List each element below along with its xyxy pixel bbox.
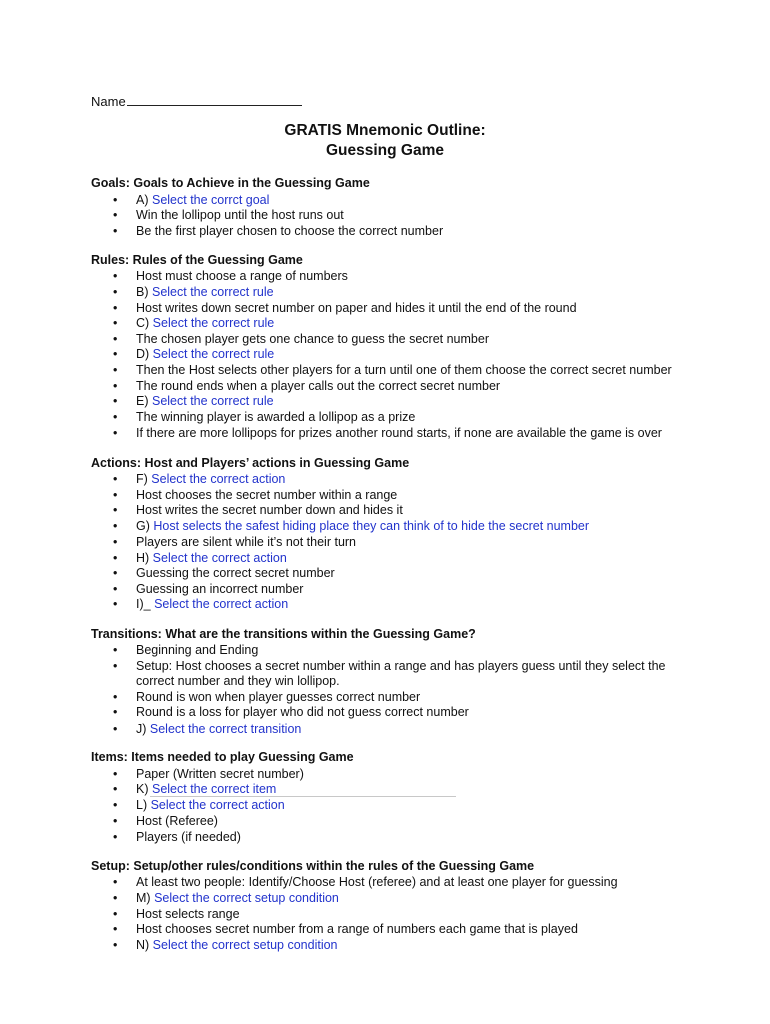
- select-dropdown[interactable]: Select the correct action: [154, 597, 289, 611]
- item-text: Be the first player chosen to choose the correct number: [136, 224, 444, 238]
- bullet-icon: •: [113, 208, 118, 222]
- section-heading: Goals: Goals to Achieve in the Guessing Game: [91, 176, 370, 190]
- section-heading: Transitions: What are the transitions within the Guessing Game?: [91, 627, 476, 641]
- select-dropdown[interactable]: Select the correct rule: [152, 316, 275, 330]
- item-text: Round is a loss for player who did not guess correct number: [136, 705, 469, 719]
- item-text: Host (Referee): [136, 814, 218, 828]
- item-letter: A): [136, 193, 152, 207]
- item-text: Paper (Written secret number): [136, 767, 304, 781]
- bullet-icon: •: [113, 659, 118, 673]
- document-subtitle: Guessing Game: [325, 142, 444, 159]
- select-dropdown[interactable]: Select the corrct goal: [151, 193, 270, 207]
- item-text: The winning player is awarded a lollipop as a prize: [136, 410, 416, 424]
- item-text: Host chooses secret number from a range of numbers each game that is played: [136, 922, 578, 936]
- bullet-icon: •: [113, 332, 118, 346]
- item-letter: G): [136, 519, 154, 533]
- bullet-icon: •: [113, 301, 118, 315]
- bullet-icon: •: [113, 394, 118, 408]
- select-dropdown[interactable]: Select the correct item: [151, 782, 277, 796]
- bullet-icon: •: [113, 410, 118, 424]
- select-dropdown[interactable]: Select the correct setup condition: [152, 938, 338, 952]
- item-text: Host writes down secret number on paper and hides it until the end of the round: [136, 301, 577, 315]
- item-text: Setup: Host chooses a secret number within a range and has players guess until they select the correct number and they win lollipop.: [136, 659, 666, 688]
- item-letter: I)_: [136, 597, 155, 611]
- select-dropdown[interactable]: Select the correct rule: [151, 285, 274, 299]
- bullet-icon: •: [113, 503, 118, 517]
- bullet-icon: •: [113, 767, 118, 781]
- select-dropdown[interactable]: Select the correct rule: [152, 347, 275, 361]
- item-text: Guessing an incorrect number: [136, 582, 304, 596]
- field-underline: [150, 796, 456, 797]
- item-letter: M): [136, 891, 155, 905]
- select-dropdown[interactable]: Select the correct action: [151, 472, 286, 486]
- item-text: Host writes the secret number down and hides it: [136, 503, 403, 517]
- item-text: Guessing the correct secret number: [136, 566, 335, 580]
- item-letter: F): [136, 472, 152, 486]
- bullet-icon: •: [113, 566, 118, 580]
- select-dropdown[interactable]: Select the correct transition: [149, 722, 302, 736]
- item-text: Host must choose a range of numbers: [136, 269, 348, 283]
- name-blank[interactable]: [127, 92, 302, 106]
- item-letter: L): [136, 798, 151, 812]
- item-text: Win the lollipop until the host runs out: [136, 208, 344, 222]
- bullet-icon: •: [113, 379, 118, 393]
- select-dropdown[interactable]: Select the correct setup condition: [154, 891, 339, 905]
- bullet-icon: •: [113, 891, 118, 905]
- item-text: The round ends when a player calls out the correct secret number: [136, 379, 501, 393]
- select-dropdown[interactable]: Select the correct rule: [151, 394, 274, 408]
- select-dropdown[interactable]: Select the correct action: [152, 551, 287, 565]
- item-text: If there are more lollipops for prizes another round starts, if none are available the game is over: [136, 426, 662, 440]
- bullet-icon: •: [113, 316, 118, 330]
- item-letter: K): [136, 782, 152, 796]
- bullet-icon: •: [113, 193, 118, 207]
- item-text: Players are silent while it’s not their turn: [136, 535, 357, 549]
- bullet-icon: •: [113, 551, 118, 565]
- bullet-icon: •: [113, 875, 118, 889]
- item-text: Round is won when player guesses correct number: [136, 690, 421, 704]
- bullet-icon: •: [113, 782, 118, 796]
- section-heading: Setup: Setup/other rules/conditions within the rules of the Guessing Game: [91, 859, 535, 873]
- name-label: Name: [91, 94, 126, 109]
- select-dropdown[interactable]: Host selects the safest hiding place they can think of to hide the secret number: [153, 519, 590, 533]
- bullet-icon: •: [113, 224, 118, 238]
- item-text: Host selects range: [136, 907, 240, 921]
- item-text: Beginning and Ending: [136, 643, 259, 657]
- bullet-icon: •: [113, 722, 118, 736]
- bullet-icon: •: [113, 582, 118, 596]
- bullet-icon: •: [113, 643, 118, 657]
- bullet-icon: •: [113, 519, 118, 533]
- bullet-icon: •: [113, 922, 118, 936]
- document-title: GRATIS Mnemonic Outline:: [284, 122, 486, 139]
- item-text: At least two people: Identify/Choose Host (referee) and at least one player for guessing: [136, 875, 618, 889]
- bullet-icon: •: [113, 798, 118, 812]
- item-letter: E): [136, 394, 152, 408]
- bullet-icon: •: [113, 830, 118, 844]
- select-dropdown[interactable]: Select the correct action: [150, 798, 285, 812]
- item-letter: J): [136, 722, 150, 736]
- bullet-icon: •: [113, 907, 118, 921]
- item-text: Host chooses the secret number within a range: [136, 488, 398, 502]
- item-letter: C): [136, 316, 153, 330]
- bullet-icon: •: [113, 488, 118, 502]
- item-letter: B): [136, 285, 152, 299]
- item-text: The chosen player gets one chance to guess the secret number: [136, 332, 489, 346]
- item-letter: N): [136, 938, 153, 952]
- section-heading: Rules: Rules of the Guessing Game: [91, 253, 303, 267]
- section-heading: Actions: Host and Players’ actions in Guessing Game: [91, 456, 410, 470]
- bullet-icon: •: [113, 938, 118, 952]
- item-letter: H): [136, 551, 153, 565]
- bullet-icon: •: [113, 690, 118, 704]
- bullet-icon: •: [113, 535, 118, 549]
- bullet-icon: •: [113, 347, 118, 361]
- bullet-icon: •: [113, 472, 118, 486]
- name-line: [91, 92, 302, 109]
- item-text: Players (if needed): [136, 830, 241, 844]
- section-heading: Items: Items needed to play Guessing Game: [91, 750, 354, 764]
- bullet-icon: •: [113, 597, 118, 611]
- item-letter: D): [136, 347, 153, 361]
- bullet-icon: •: [113, 814, 118, 828]
- bullet-icon: •: [113, 269, 118, 283]
- bullet-icon: •: [113, 363, 118, 377]
- bullet-icon: •: [113, 705, 118, 719]
- bullet-icon: •: [113, 426, 118, 440]
- item-text: Then the Host selects other players for a turn until one of them choose the correct secret number: [136, 363, 672, 377]
- bullet-icon: •: [113, 285, 118, 299]
